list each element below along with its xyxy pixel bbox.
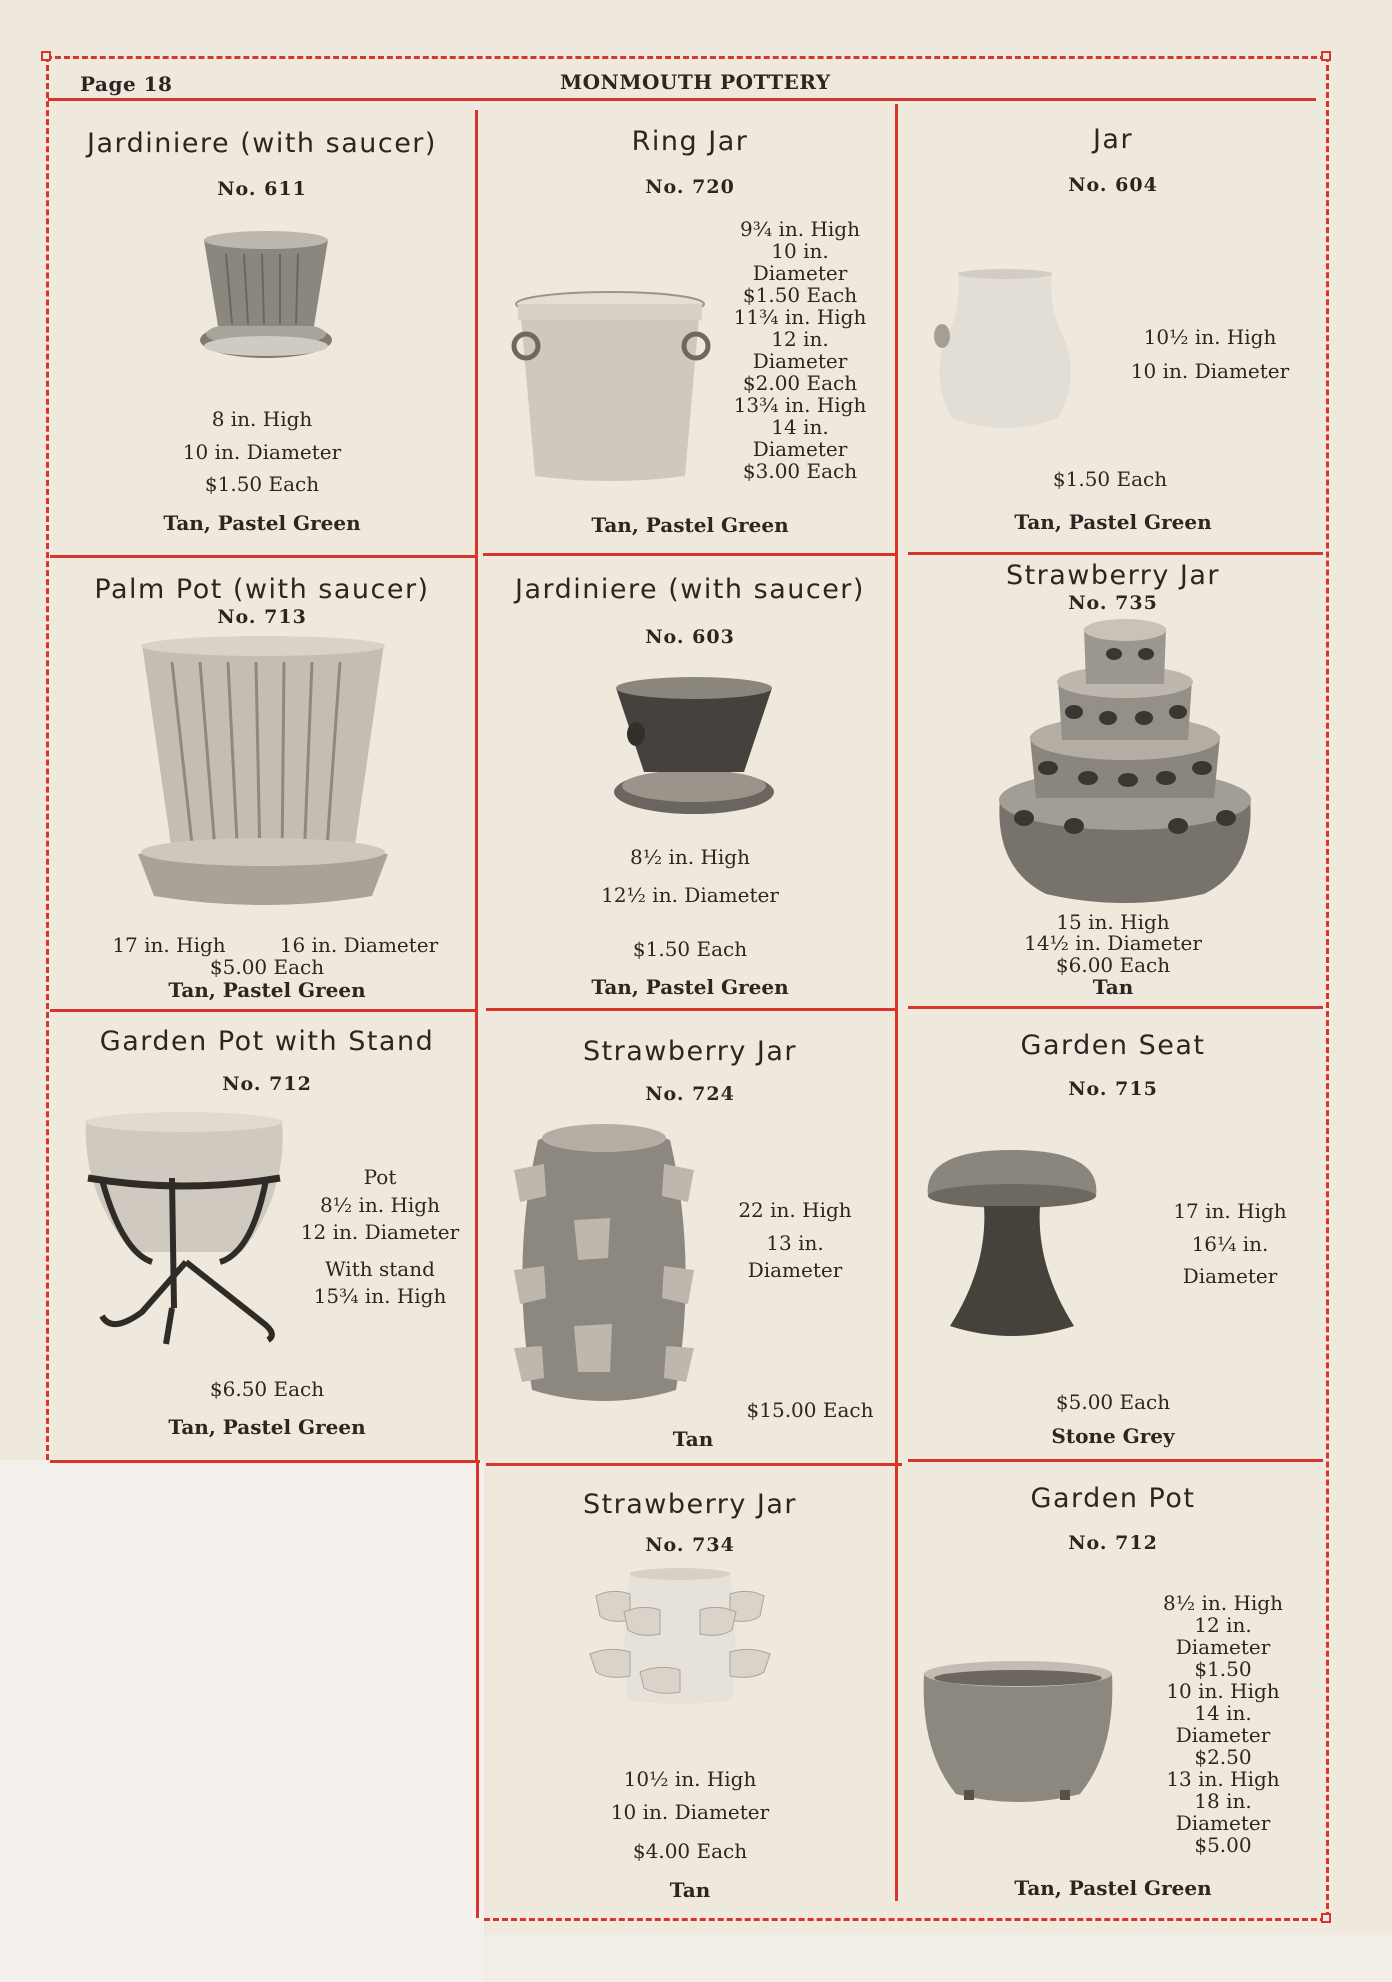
product-number: No. 715 xyxy=(1068,1078,1158,1100)
product-height: 17 in. High xyxy=(112,933,226,957)
page-title: MONMOUTH POTTERY xyxy=(560,70,831,94)
stand-label: With stand xyxy=(325,1257,435,1281)
size-line: 14 in. xyxy=(1194,1701,1252,1725)
product-title: Strawberry Jar xyxy=(582,1489,798,1520)
jardiniere-611-photo xyxy=(196,228,336,373)
size-line: Diameter xyxy=(752,261,848,285)
product-diameter: 10 in. Diameter xyxy=(1130,359,1290,383)
product-price: $5.00 Each xyxy=(209,955,325,979)
product-number: No. 604 xyxy=(1068,174,1158,196)
jar-604-photo xyxy=(930,268,1080,438)
size-line: 11¾ in. High xyxy=(733,305,867,329)
size-line: Diameter xyxy=(1175,1635,1271,1659)
product-title: Jardiniere (with saucer) xyxy=(515,574,865,605)
product-diameter: 10 in. Diameter xyxy=(182,440,342,464)
frame-bottom xyxy=(484,1918,1326,1921)
size-line: 14 in. xyxy=(771,415,829,439)
jardiniere-603-photo xyxy=(612,674,776,824)
product-title: Strawberry Jar xyxy=(1005,560,1221,591)
product-price: $15.00 Each xyxy=(746,1398,874,1422)
product-height: 22 in. High xyxy=(738,1198,852,1222)
product-number: No. 712 xyxy=(222,1073,312,1095)
size-line: $3.00 Each xyxy=(742,459,858,483)
size-line: $5.00 xyxy=(1194,1833,1252,1857)
size-line: $1.50 xyxy=(1194,1657,1252,1681)
size-line: 8½ in. High xyxy=(1163,1591,1283,1615)
row-rule xyxy=(908,1459,1323,1462)
product-price: $5.00 Each xyxy=(1055,1390,1171,1414)
product-diameter-label: Diameter xyxy=(1182,1264,1278,1288)
product-diameter: 16¼ in. xyxy=(1191,1232,1269,1256)
product-colors: Tan xyxy=(672,1427,714,1451)
product-price: $1.50 Each xyxy=(204,472,320,496)
size-line: 13 in. High xyxy=(1166,1767,1280,1791)
frame-right xyxy=(1326,56,1329,1918)
product-diameter: 10 in. Diameter xyxy=(610,1800,770,1824)
frame-corner xyxy=(1321,51,1331,61)
size-line: 12 in. xyxy=(1194,1613,1252,1637)
product-number: No. 720 xyxy=(645,176,735,198)
product-price: $1.50 Each xyxy=(632,937,748,961)
product-title: Ring Jar xyxy=(631,126,749,157)
product-height: 10½ in. High xyxy=(623,1767,757,1791)
row-rule xyxy=(908,552,1323,555)
row-rule xyxy=(50,1460,480,1463)
product-title: Strawberry Jar xyxy=(582,1036,798,1067)
size-line: 9¾ in. High xyxy=(740,217,860,241)
product-diameter: 12 in. Diameter xyxy=(300,1220,460,1244)
product-number: No. 735 xyxy=(1068,592,1158,614)
product-title: Garden Seat xyxy=(1020,1030,1206,1061)
product-number: No. 734 xyxy=(645,1534,735,1556)
row-rule xyxy=(486,1008,895,1011)
size-line: 13¾ in. High xyxy=(733,393,867,417)
strawberry-jar-734-photo xyxy=(590,1568,770,1708)
frame-left xyxy=(46,56,49,1460)
garden-pot-with-stand-photo xyxy=(82,1112,292,1362)
garden-seat-photo xyxy=(924,1146,1100,1346)
size-line: Diameter xyxy=(752,437,848,461)
product-title: Jar xyxy=(1092,124,1134,155)
column-rule xyxy=(476,1460,479,1918)
size-line: 10 in. xyxy=(771,239,829,263)
product-title: Palm Pot (with saucer) xyxy=(94,574,430,605)
size-line: $2.00 Each xyxy=(742,371,858,395)
frame-corner xyxy=(41,51,51,61)
row-rule xyxy=(486,1463,902,1466)
frame-top xyxy=(46,56,1326,59)
product-colors: Tan, Pastel Green xyxy=(168,978,366,1002)
size-line: 18 in. xyxy=(1194,1789,1252,1813)
product-price: $6.00 Each xyxy=(1055,953,1171,977)
product-title: Jardiniere (with saucer) xyxy=(87,128,437,159)
product-number: No. 611 xyxy=(217,178,307,200)
product-height: 8 in. High xyxy=(211,407,313,431)
product-number: No. 713 xyxy=(217,606,307,628)
product-number: No. 724 xyxy=(645,1083,735,1105)
stand-height: 15¾ in. High xyxy=(313,1284,447,1308)
row-rule xyxy=(50,1009,475,1012)
strawberry-jar-735-photo xyxy=(994,618,1256,906)
size-line: Diameter xyxy=(1175,1723,1271,1747)
product-title: Garden Pot with Stand xyxy=(99,1026,435,1057)
product-diameter: 12½ in. Diameter xyxy=(601,883,779,907)
product-height: 8½ in. High xyxy=(630,845,750,869)
size-line: $2.50 xyxy=(1194,1745,1252,1769)
strawberry-jar-724-photo xyxy=(514,1120,694,1410)
product-height: 10½ in. High xyxy=(1143,325,1277,349)
garden-pot-712-photo xyxy=(920,1660,1116,1810)
product-height: 17 in. High xyxy=(1173,1199,1287,1223)
product-colors: Tan, Pastel Green xyxy=(591,513,789,537)
product-diameter: 14½ in. Diameter xyxy=(1024,931,1202,955)
blank-paper-patch xyxy=(0,1460,484,1982)
ring-jar-photo xyxy=(510,286,710,486)
palm-pot-photo xyxy=(138,636,388,916)
size-line: $1.50 Each xyxy=(742,283,858,307)
size-line: 12 in. xyxy=(771,327,829,351)
product-colors: Tan xyxy=(1092,975,1134,999)
product-title: Garden Pot xyxy=(1030,1483,1196,1514)
page-number: Page 18 xyxy=(80,72,173,96)
product-colors: Tan, Pastel Green xyxy=(1014,1876,1212,1900)
size-line: Diameter xyxy=(1175,1811,1271,1835)
product-colors: Tan, Pastel Green xyxy=(163,511,361,535)
row-rule xyxy=(483,553,895,556)
product-colors: Tan, Pastel Green xyxy=(168,1415,366,1439)
product-colors: Tan, Pastel Green xyxy=(591,975,789,999)
product-height: 8½ in. High xyxy=(320,1193,440,1217)
product-colors: Tan xyxy=(669,1878,711,1902)
product-height: 15 in. High xyxy=(1056,910,1170,934)
row-rule xyxy=(50,555,475,558)
header-rule xyxy=(48,98,1316,101)
frame-corner xyxy=(1321,1913,1331,1923)
product-number: No. 603 xyxy=(645,626,735,648)
product-colors: Stone Grey xyxy=(1051,1424,1175,1448)
paper-edge xyxy=(484,1935,1392,1982)
garden-pot-sizes xyxy=(1128,1592,1318,1856)
ring-jar-sizes xyxy=(700,218,900,482)
product-colors: Tan, Pastel Green xyxy=(1014,510,1212,534)
product-diameter-label: Diameter xyxy=(747,1258,843,1282)
product-price: $6.50 Each xyxy=(209,1377,325,1401)
pot-label: Pot xyxy=(363,1165,397,1189)
product-diameter: 16 in. Diameter xyxy=(279,933,439,957)
size-line: 10 in. High xyxy=(1166,1679,1280,1703)
size-line: Diameter xyxy=(752,349,848,373)
product-diameter: 13 in. xyxy=(766,1231,824,1255)
product-price: $4.00 Each xyxy=(632,1839,748,1863)
product-number: No. 712 xyxy=(1068,1532,1158,1554)
product-price: $1.50 Each xyxy=(1052,467,1168,491)
row-rule xyxy=(908,1006,1323,1009)
